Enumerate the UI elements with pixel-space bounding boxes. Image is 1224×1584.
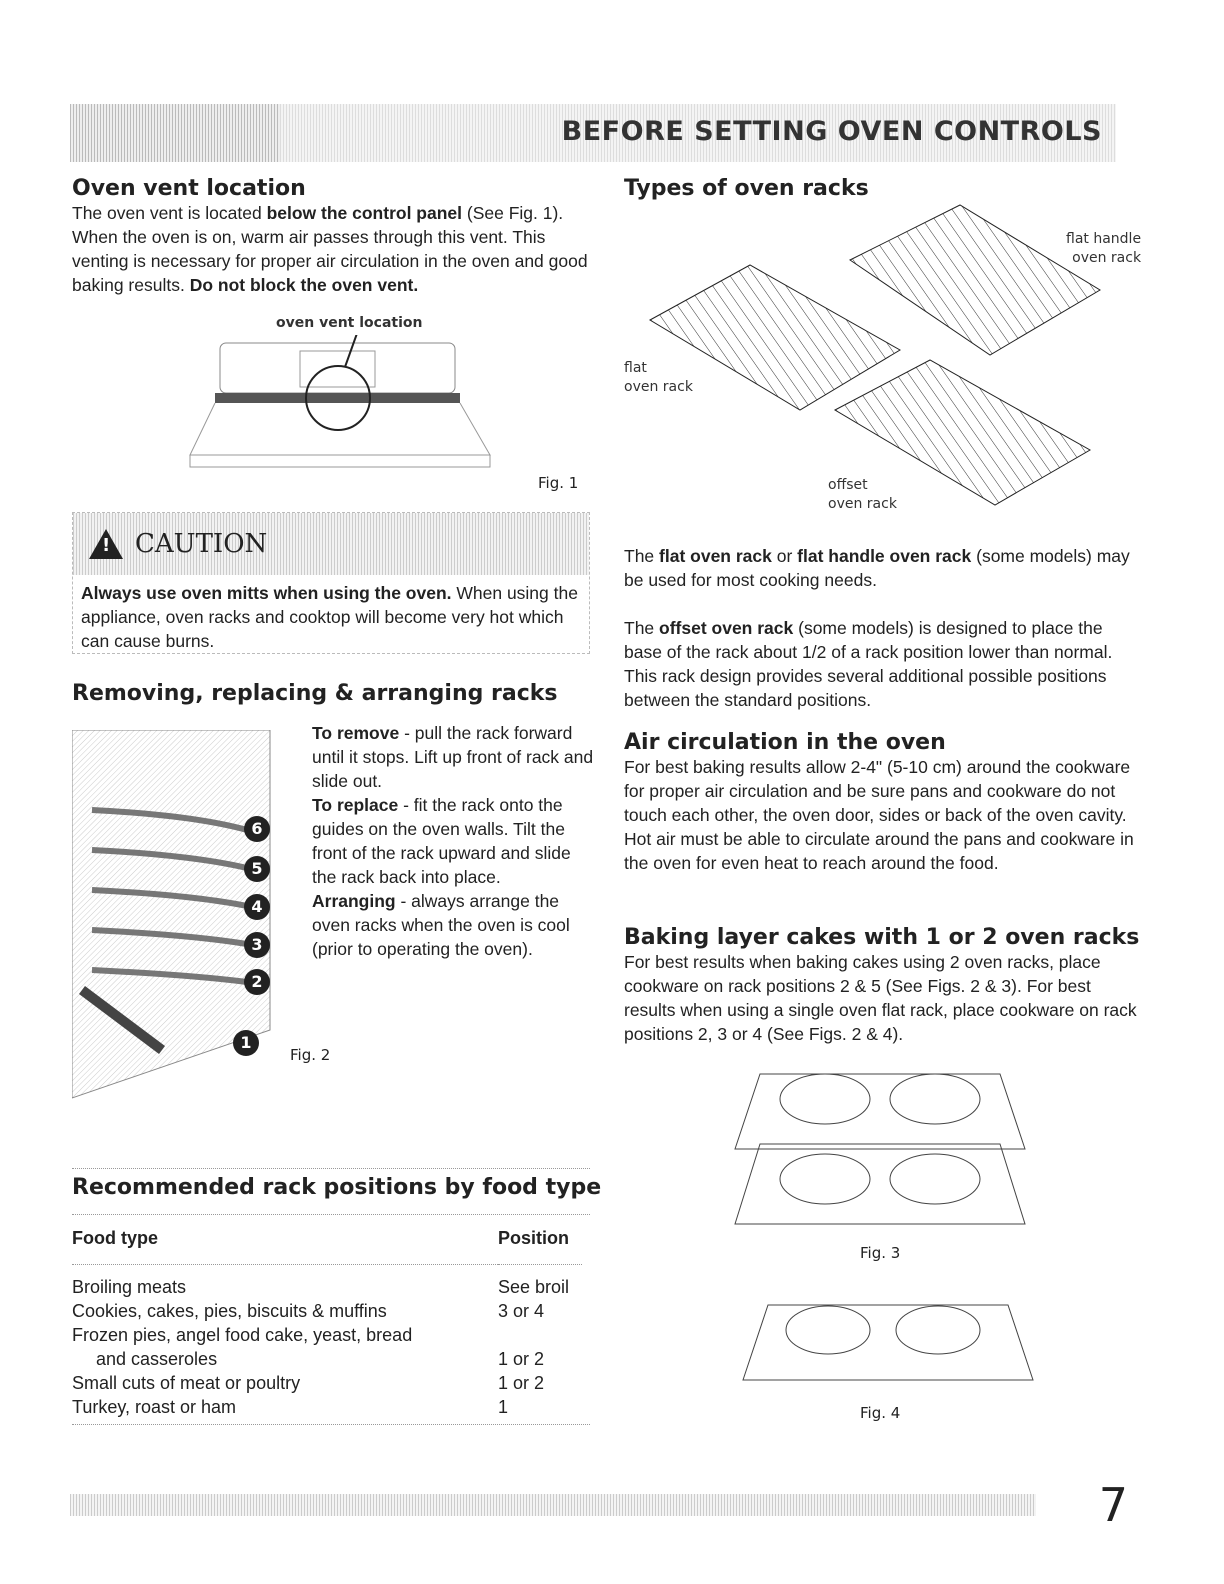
fig1-caption: Fig. 1 xyxy=(538,474,579,492)
caution-title: CAUTION xyxy=(135,529,268,559)
cell: Cookies, cakes, pies, biscuits & muffins xyxy=(72,1301,387,1321)
t: To replace xyxy=(312,795,399,815)
cell xyxy=(498,1323,582,1347)
t: Do not block the oven vent. xyxy=(189,275,419,295)
footer-bar xyxy=(70,1494,1036,1516)
air-section xyxy=(624,730,1144,875)
t: The xyxy=(624,546,660,566)
one-rack-cakes-figure xyxy=(738,1300,1038,1390)
t: oven rack xyxy=(828,496,897,512)
fig4-caption: Fig. 4 xyxy=(860,1404,901,1422)
vent-section xyxy=(72,176,590,297)
racks-heading: Types of oven racks xyxy=(624,176,869,201)
t: (some models) is designed to place the base of the rack about 1/2 of a rack position lower than normal. This rack design provides several additional possible positions between the standard positions. xyxy=(624,618,1113,710)
air-text: For best baking results allow 2-4" (5-10 cm) around the cookware for proper air circulation and be sure pans and cookware do not touch each other, the oven door, sides or back of the oven cavity. Hot air must be able to circulate around the pans and cookware in the oven for even heat to reach around the food. xyxy=(624,757,1134,873)
baking-section xyxy=(624,925,1144,1046)
label-flat-handle xyxy=(1066,230,1141,268)
t: - always arrange the oven racks when the oven is cool (prior to operating the oven). xyxy=(312,891,570,959)
t: flat handle oven rack xyxy=(797,546,972,566)
label-flat xyxy=(624,359,693,397)
fig3-caption: Fig. 3 xyxy=(860,1244,901,1262)
cell: and casseroles xyxy=(96,1349,218,1369)
cell: 1 xyxy=(498,1397,509,1417)
t: or xyxy=(771,546,798,566)
t: offset xyxy=(828,477,868,493)
vent-fig-label: oven vent location xyxy=(276,315,423,331)
t: The xyxy=(624,618,660,638)
racks-text xyxy=(624,544,1144,712)
cell: Frozen pies, angel food cake, yeast, bread xyxy=(72,1325,413,1345)
table-header-row xyxy=(72,1226,582,1265)
t: oven rack xyxy=(624,379,693,395)
oven-rack-types-figure xyxy=(640,200,1110,520)
warning-icon: ! xyxy=(89,529,123,559)
t: To remove xyxy=(312,723,400,743)
cell: Small cuts of meat or poultry xyxy=(72,1373,301,1393)
caution-box xyxy=(72,512,590,654)
page-number: 7 xyxy=(1098,1478,1128,1532)
table-row xyxy=(72,1371,582,1395)
label-offset xyxy=(828,476,897,514)
t: When using the appliance, oven racks and cooktop will become very hot which can cause burns. xyxy=(81,583,578,651)
rack-position-1: 1 xyxy=(233,1030,259,1056)
caution-header xyxy=(73,513,589,575)
t: Arranging xyxy=(312,891,396,911)
air-heading: Air circulation in the oven xyxy=(624,730,946,755)
table-row xyxy=(72,1395,582,1419)
t: offset oven rack xyxy=(659,618,794,638)
table-heading: Recommended rack positions by food type xyxy=(72,1175,602,1200)
table-row xyxy=(72,1323,582,1347)
cell: 1 or 2 xyxy=(498,1373,545,1393)
t: - fit the rack onto the guides on the oven walls. Tilt the front of the rack upward and slide the rack back into place. xyxy=(312,795,571,887)
table-row xyxy=(72,1299,582,1323)
t: The oven vent is located xyxy=(72,203,267,223)
vent-heading: Oven vent location xyxy=(72,176,306,201)
baking-heading: Baking layer cakes with 1 or 2 oven racks xyxy=(624,925,1140,950)
t: flat oven rack xyxy=(659,546,772,566)
t: (some models) may be used for most cooking needs. xyxy=(624,546,1130,590)
rack-position-6: 6 xyxy=(244,816,270,842)
cell: 3 or 4 xyxy=(498,1301,545,1321)
vent-text xyxy=(72,201,590,297)
table-row xyxy=(72,1275,582,1299)
caution-text xyxy=(73,575,589,653)
cell: Broiling meats xyxy=(72,1277,187,1297)
table-row xyxy=(72,1347,582,1371)
divider xyxy=(72,1214,590,1215)
oven-vent-figure xyxy=(185,335,495,485)
rack-positions-table xyxy=(72,1226,582,1419)
fig2-caption: Fig. 2 xyxy=(290,1046,331,1064)
rack-position-5: 5 xyxy=(244,856,270,882)
t: flat xyxy=(624,360,647,376)
cell: 1 or 2 xyxy=(498,1349,545,1369)
t: Always use oven mitts when using the oven. xyxy=(81,583,452,603)
t: flat handle xyxy=(1066,231,1142,247)
cell: Turkey, roast or ham xyxy=(72,1397,237,1417)
rack-position-2: 2 xyxy=(244,969,270,995)
t: below the control panel xyxy=(266,203,462,223)
t: oven rack xyxy=(1072,250,1142,266)
two-rack-cakes-figure xyxy=(730,1064,1030,1234)
header-food-type: Food type xyxy=(72,1228,158,1248)
rack-position-4: 4 xyxy=(244,894,270,920)
banner-shade xyxy=(70,104,280,162)
page-title: BEFORE SETTING OVEN CONTROLS xyxy=(561,116,1102,147)
divider xyxy=(72,1424,590,1425)
baking-text: For best results when baking cakes using 2 oven racks, place cookware on rack positions 2 & 5 (See Figs. 2 & 3). For best results when using a single oven flat rack, place cookware on rack positions 2, 3 or 4 (See Figs. 2 & 4). xyxy=(624,952,1137,1044)
t: (See Fig. 1). When the oven is on, warm air passes through this vent. This venting is necessary for proper air circulation in the oven and good baking results. xyxy=(72,203,588,295)
t: - pull the rack forward until it stops. Lift up front of rack and slide out. xyxy=(312,723,594,791)
header-position: Position xyxy=(498,1228,569,1248)
cell: See broil xyxy=(498,1277,570,1297)
divider xyxy=(72,1265,582,1276)
removing-text xyxy=(312,721,594,961)
divider xyxy=(72,1168,590,1169)
removing-heading: Removing, replacing & arranging racks xyxy=(72,681,558,706)
header-banner xyxy=(70,104,1116,162)
rack-position-3: 3 xyxy=(244,932,270,958)
